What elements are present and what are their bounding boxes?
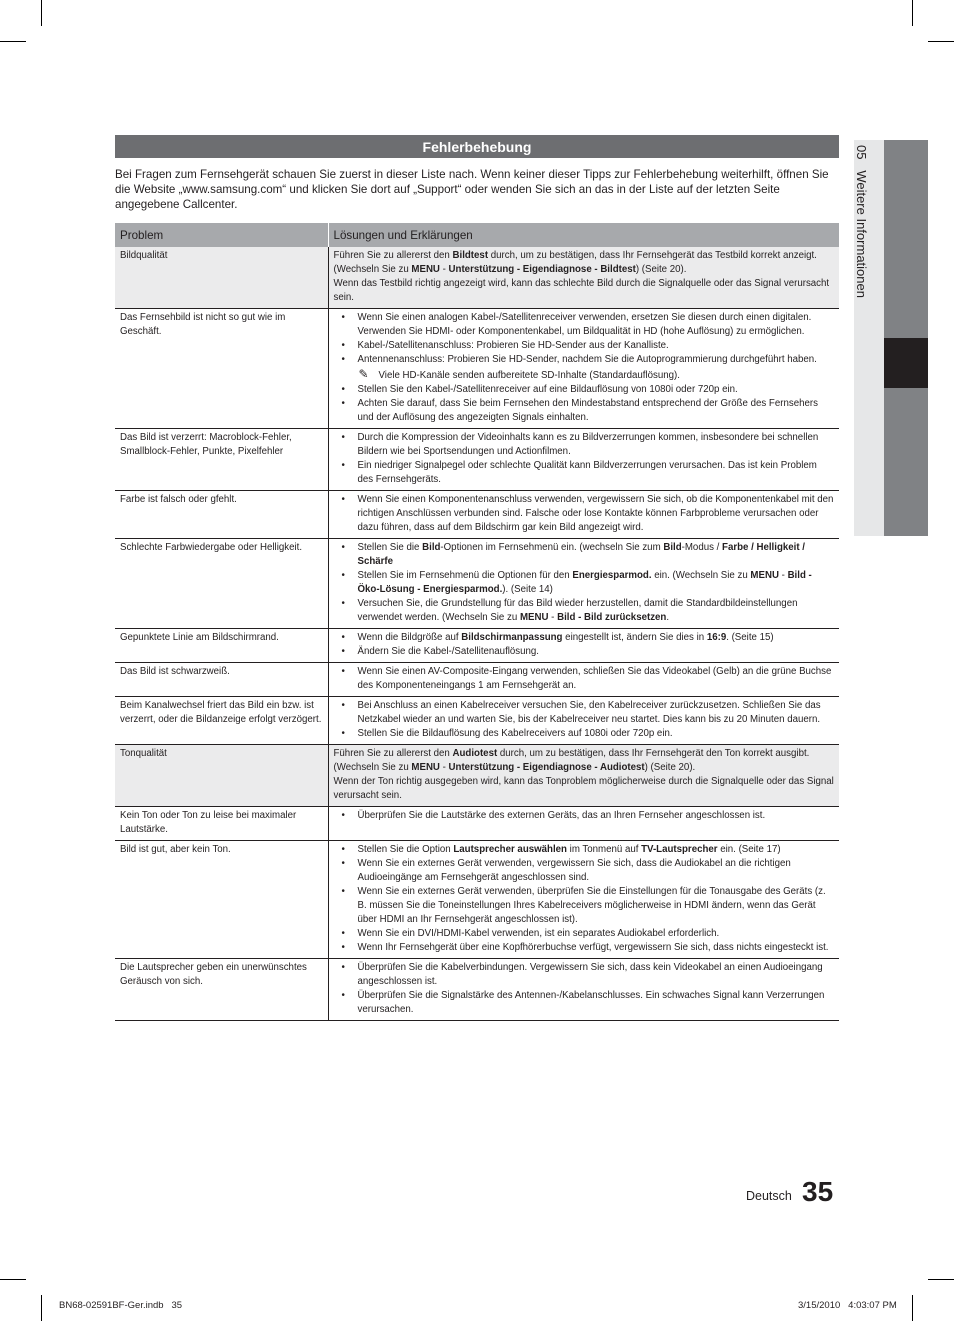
solution-cell — [328, 697, 839, 745]
crop-mark — [41, 0, 42, 26]
chapter-title: Weitere Informationen — [854, 170, 869, 298]
emphasis: Bild — [663, 542, 682, 553]
crop-mark — [912, 0, 913, 26]
troubleshooting-table — [115, 223, 839, 1021]
solution-bullet: • Durch die Kompression der Videoinhalts kann es zu Bildverzerrungen kommen, insbesondere bei schnellen Bildern wie bei Sportsendungen und Actionfilmen. — [334, 431, 836, 459]
solution-cell — [328, 663, 839, 697]
problem-cell: Bild ist gut, aber kein Ton. — [115, 841, 328, 959]
table-row — [115, 491, 839, 539]
solution-bullet: • Überprüfen Sie die Signalstärke des Antennen-/Kabelanschlusses. Ein schwaches Signal kann Verzerrungen verursachen. — [334, 989, 836, 1017]
emphasis: MENU — [411, 762, 440, 773]
solution-bullet: • Stellen Sie die Bildauflösung des Kabelreceivers auf 1080i oder 720p ein. — [334, 727, 836, 741]
table-row — [115, 629, 839, 663]
crop-mark — [928, 1279, 954, 1280]
solution-bullet: • Stellen Sie den Kabel-/Satellitenreceiver auf eine Bildauflösung von 1080i oder 720p ein. — [334, 383, 836, 397]
note — [334, 367, 836, 383]
solution-bullet: • Ändern Sie die Kabel-/Satellitenauflösung. — [334, 645, 836, 659]
problem-cell: Kein Ton oder Ton zu leise bei maximaler Lautstärke. — [115, 807, 328, 841]
solution-bullet: • Wenn Ihr Fernsehgerät über eine Kopfhörerbuchse verfügt, vergewissern Sie sich, dass nichts eingesteckt ist. — [334, 941, 836, 955]
chapter-number: 05 — [854, 145, 869, 160]
table-row — [115, 745, 839, 807]
emphasis: Bildtest — [452, 250, 489, 261]
solution-list — [334, 383, 836, 425]
table-row — [115, 959, 839, 1021]
emphasis: Lautsprecher auswählen — [453, 844, 567, 855]
solution-list — [334, 809, 836, 823]
table-header-row — [115, 223, 839, 247]
problem-cell: Das Fernsehbild ist nicht so gut wie im Geschäft. — [115, 309, 328, 429]
solution-bullet: • Wenn Sie einen analogen Kabel-/Satellitenreceiver verwenden, ersetzen Sie diesen durch einen digitalen. Verwenden Sie HDMI- oder Komponentenkabel, um Bildqualität in HD (hohe Auflösung) zu ermöglichen. — [334, 311, 836, 339]
solution-list — [334, 541, 836, 625]
crop-mark — [41, 1295, 42, 1321]
table-row — [115, 429, 839, 491]
solution-cell — [328, 841, 839, 959]
problem-cell: Die Lautsprecher geben ein unerwünschtes Geräusch von sich. — [115, 959, 328, 1021]
solution-bullet: • Überprüfen Sie die Lautstärke des externen Geräts, das an Ihren Fernseher angeschlossen ist. — [334, 809, 836, 823]
problem-cell: Farbe ist falsch oder gfehlt. — [115, 491, 328, 539]
crop-mark — [928, 41, 954, 42]
problem-cell: Gepunktete Linie am Bildschirmrand. — [115, 629, 328, 663]
column-header-problem: Problem — [115, 223, 328, 247]
problem-cell: Das Bild ist schwarzweiß. — [115, 663, 328, 697]
solution-bullet: • Wenn Sie ein DVI/HDMI-Kabel verwenden, ist ein separates Audiokabel erforderlich. — [334, 927, 836, 941]
solution-list — [334, 431, 836, 487]
emphasis: MENU — [519, 612, 549, 623]
solution-cell — [328, 959, 839, 1021]
solution-bullet: • Wenn Sie einen AV-Composite-Eingang verwenden, schließen Sie das Videokabel (Gelb) an die grüne Buchse des Komponenteneingangs 1 am Fernsehgerät an. — [334, 665, 836, 693]
emphasis: Energiesparmod. — [572, 570, 652, 581]
solution-bullet: • Kabel-/Satellitenanschluss: Probieren Sie HD-Sender aus der Kanalliste. — [334, 339, 836, 353]
solution-bullet: • Bei Anschluss an einen Kabelreceiver versuchen Sie, den Kabelreceiver zurückzusetzen. Schließen Sie das Netzkabel wieder an und warten Sie, bis der Kabelreceiver neu startet. Dies kann bis zu 20 Minuten dauern. — [334, 699, 836, 727]
table-row — [115, 841, 839, 959]
note-text: Viele HD-Kanäle senden aufbereitete SD-Inhalte (Standardauflösung). — [378, 370, 680, 381]
crop-mark — [0, 41, 26, 42]
solution-cell — [328, 807, 839, 841]
table-row — [115, 663, 839, 697]
solution-bullet: • Achten Sie darauf, dass Sie beim Fernsehen den Mindestabstand entsprechend der Größe des Fernsehers und der Auflösung des angezeigten Signals einhalten. — [334, 397, 836, 425]
emphasis: Bild - Bild zurücksetzen — [557, 612, 667, 623]
chapter-tab-label — [854, 145, 869, 298]
problem-cell: Tonqualität — [115, 745, 328, 807]
solution-cell — [328, 539, 839, 629]
table-body — [115, 247, 839, 1021]
solution-list — [334, 665, 836, 693]
footer-timestamp: 3/15/2010 4:03:07 PM — [798, 1300, 897, 1311]
crop-mark — [0, 1279, 26, 1280]
solution-bullet: • Überprüfen Sie die Kabelverbindungen. Vergewissern Sie sich, dass kein Videokabel an einen Audioeingang angeschlossen ist. — [334, 961, 836, 989]
table-row — [115, 309, 839, 429]
solution-bullet: • Antennenanschluss: Probieren Sie HD-Sender, nachdem Sie die Autoprogrammierung durchgeführt haben. — [334, 353, 836, 367]
emphasis: MENU — [750, 570, 779, 581]
solution-list — [334, 843, 836, 955]
emphasis: Unterstützung - Eigendiagnose - Audiotest — [448, 762, 645, 773]
solution-bullet: • Ein niedriger Signalpegel oder schlechte Qualität kann Bildverzerrungen verursachen. Das ist kein Problem des Fernsehgeräts. — [334, 459, 836, 487]
solution-list — [334, 699, 836, 741]
emphasis: TV-Lautsprecher — [641, 844, 718, 855]
table-row — [115, 539, 839, 629]
solution-cell — [328, 491, 839, 539]
solution-list — [334, 311, 836, 367]
problem-cell: Bildqualität — [115, 247, 328, 309]
emphasis: Bild - Öko-Lösung - Energiesparmod. — [357, 570, 812, 595]
solution-cell — [328, 745, 839, 807]
solution-list — [334, 961, 836, 1017]
solution-line: (Wechseln Sie zu MENU - Unterstützung - Eigendiagnose - Audiotest) (Seite 20). — [333, 762, 696, 773]
solution-line: Wenn der Ton richtig ausgegeben wird, kann das Tonproblem möglicherweise durch die Signalquelle oder das Signal verursacht sein. — [333, 776, 834, 801]
chapter-tab-marker — [884, 338, 928, 388]
solution-list — [334, 631, 836, 659]
solution-line: Führen Sie zu allererst den Audiotest durch, um zu bestätigen, dass Ihr Fernsehgerät den Ton korrekt ausgibt. — [333, 748, 810, 759]
solution-bullet: • Wenn Sie ein externes Gerät verwenden, überprüfen Sie die Einstellungen für die Tonausgabe des Geräts (z. B. müssen Sie die Toneinstellungen Ihres Kabelreceivers möglicherweise in HDMI ändern, wenn das Gerät über HDMI an Ihr Fernsehgerät angeschlossen ist). — [334, 885, 836, 927]
solution-cell — [328, 309, 839, 429]
solution-bullet: • Stellen Sie im Fernsehmenü die Optionen für den Energiesparmod. ein. (Wechseln Sie zu MENU - Bild - Öko-Lösung - Energiesparmod.). (Seite 14) — [334, 569, 836, 597]
column-header-solution: Lösungen und Erklärungen — [328, 223, 839, 247]
emphasis: Bild — [422, 542, 441, 553]
solution-line: (Wechseln Sie zu MENU - Unterstützung - Eigendiagnose - Bildtest) (Seite 20). — [333, 264, 687, 275]
solution-bullet: • Stellen Sie die Option Lautsprecher auswählen im Tonmenü auf TV-Lautsprecher ein. (Seite 17) — [334, 843, 836, 857]
solution-line: Führen Sie zu allererst den Bildtest durch, um zu bestätigen, dass Ihr Fernsehgerät das Testbild korrekt anzeigt. — [333, 250, 817, 261]
emphasis: Farbe / Helligkeit / Schärfe — [357, 542, 805, 567]
solution-bullet: • Wenn Sie ein externes Gerät verwenden, vergewissern Sie sich, dass die Audiokabel an die richtigen Audioeingänge am Fernsehgerät angeschlossen sind. — [334, 857, 836, 885]
footer-language: Deutsch — [746, 1189, 792, 1203]
emphasis: Unterstützung - Eigendiagnose - Bildtest — [448, 264, 636, 275]
footer-file-info: BN68-02591BF-Ger.indb 35 — [59, 1300, 183, 1311]
problem-cell: Schlechte Farbwiedergabe oder Helligkeit. — [115, 539, 328, 629]
solution-bullet: • Versuchen Sie, die Grundstellung für das Bild wieder herzustellen, damit die Standardbildeinstellungen verwendet werden. (Wechseln Sie zu MENU - Bild - Bild zurücksetzen. — [334, 597, 836, 625]
table-row — [115, 697, 839, 745]
problem-cell: Beim Kanalwechsel friert das Bild ein bzw. ist verzerrt, oder die Bildanzeige erfolgt verzögert. — [115, 697, 328, 745]
emphasis: MENU — [411, 264, 440, 275]
solution-list — [334, 493, 836, 535]
emphasis: 16:9 — [706, 632, 727, 643]
emphasis: Audiotest — [452, 748, 498, 759]
solution-line: Wenn das Testbild richtig angezeigt wird, kann das schlechte Bild durch die Signalquelle oder das Signal verursacht sein. — [333, 278, 830, 303]
table-row — [115, 807, 839, 841]
crop-mark — [912, 1295, 913, 1321]
solution-cell — [328, 429, 839, 491]
table-row — [115, 247, 839, 309]
pencil-note-icon: ✎ — [358, 367, 369, 381]
page-number: 35 — [802, 1176, 834, 1207]
solution-cell — [328, 247, 839, 309]
solution-cell — [328, 629, 839, 663]
solution-bullet: • Wenn die Bildgröße auf Bildschirmanpassung eingestellt ist, ändern Sie dies in 16:9. (Seite 15) — [334, 631, 836, 645]
solution-bullet: • Stellen Sie die Bild-Optionen im Fernsehmenü ein. (wechseln Sie zum Bild-Modus / Farbe / Helligkeit / Schärfe — [334, 541, 836, 569]
emphasis: Bildschirmanpassung — [461, 632, 563, 643]
problem-cell: Das Bild ist verzerrt: Macroblock-Fehler, Smallblock-Fehler, Punkte, Pixelfehler — [115, 429, 328, 491]
intro-text: Bei Fragen zum Fernsehgerät schauen Sie zuerst in dieser Liste nach. Wenn keiner dieser Tipps zur Fehlerbehebung weiterhilft, öffnen Sie die Website „www.samsung.com“ und klicken Sie dort auf „Support“ oder wenden Sie sich an das in der Liste auf der letzten Seite angegebene Callcenter. — [115, 168, 829, 211]
solution-bullet: • Wenn Sie einen Komponentenanschluss verwenden, vergewissern Sie sich, ob die Komponentenkabel mit den richtigen Anschlüssen verbunden sind. Falsche oder lose Kontakte können Farbprobleme verursachen oder dazu führen, dass auf dem Bildschirm gar kein Bild angezeigt wird. — [334, 493, 836, 535]
section-title: Fehlerbehebung — [115, 135, 839, 158]
